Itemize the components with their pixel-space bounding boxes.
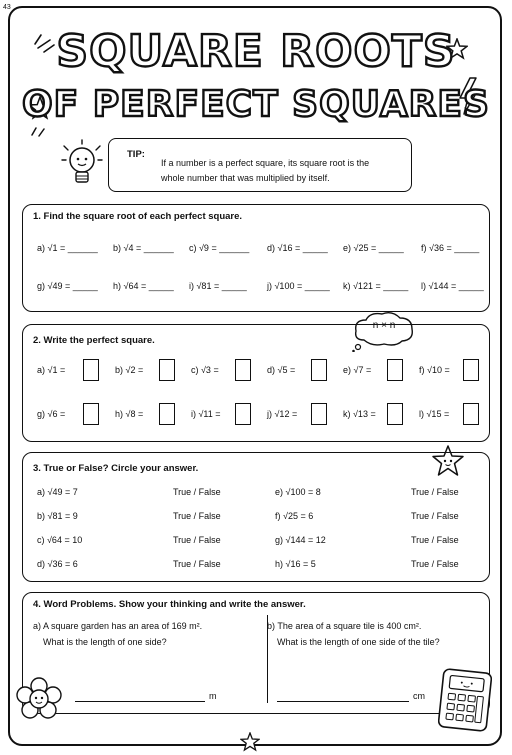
statement-3c: c) √64 = 10 <box>37 535 83 545</box>
flower-icon <box>14 676 64 722</box>
problem-b-text: b) The area of a square tile is 400 cm². <box>267 621 422 631</box>
star-icon <box>240 732 260 752</box>
true-false-choice[interactable]: True / False <box>173 535 221 545</box>
question-1l: l) √144 = _____ <box>421 281 484 291</box>
tip-text-line1: If a number is a perfect square, its square root is the <box>161 158 370 168</box>
section-true-false <box>22 452 490 582</box>
answer-line-b[interactable] <box>277 701 409 702</box>
answer-box[interactable] <box>463 403 479 425</box>
lightbulb-icon <box>60 138 104 192</box>
statement-3h: h) √16 = 5 <box>275 559 316 569</box>
sparkle-icon <box>30 126 48 138</box>
question-2e: e) √7 = <box>343 365 372 375</box>
answer-box[interactable] <box>235 359 251 381</box>
question-1f: f) √36 = _____ <box>421 243 480 253</box>
question-1i: i) √81 = _____ <box>189 281 247 291</box>
answer-box[interactable] <box>159 403 175 425</box>
answer-box[interactable] <box>311 359 327 381</box>
answer-box[interactable] <box>235 403 251 425</box>
question-2c: c) √3 = <box>191 365 219 375</box>
answer-line-a[interactable] <box>75 701 205 702</box>
section-title: 2. Write the perfect square. <box>33 335 155 346</box>
true-false-choice[interactable]: True / False <box>411 511 459 521</box>
statement-3b: b) √81 = 9 <box>37 511 78 521</box>
answer-box[interactable] <box>387 403 403 425</box>
question-1e: e) √25 = _____ <box>343 243 404 253</box>
tip-text <box>161 156 401 186</box>
section-word-problems <box>22 592 490 714</box>
tip-label: TIP: <box>127 149 145 160</box>
section-title: 1. Find the square root of each perfect square. <box>33 211 243 222</box>
statement-3f: f) √25 = 6 <box>275 511 314 521</box>
tip-text-line2: whole number that was multiplied by itself. <box>161 173 330 183</box>
question-1k: k) √121 = _____ <box>343 281 409 291</box>
question-2l: l) √15 = <box>419 409 450 419</box>
question-2b: b) √2 = <box>115 365 144 375</box>
true-false-choice[interactable]: True / False <box>411 487 459 497</box>
unit-label: cm <box>413 691 425 701</box>
answer-box[interactable] <box>387 359 403 381</box>
true-false-choice[interactable]: True / False <box>173 511 221 521</box>
question-2a: a) √1 = <box>37 365 66 375</box>
section-write-perfect-square <box>22 324 490 442</box>
answer-box[interactable] <box>311 403 327 425</box>
true-false-choice[interactable]: True / False <box>411 559 459 569</box>
true-false-choice[interactable]: True / False <box>411 535 459 545</box>
statement-3e: e) √100 = 8 <box>275 487 321 497</box>
problem-a-text: a) A square garden has an area of 169 m². <box>33 621 203 631</box>
question-2d: d) √5 = <box>267 365 296 375</box>
answer-box[interactable] <box>83 359 99 381</box>
question-1h: h) √64 = _____ <box>113 281 174 291</box>
question-2i: i) √11 = <box>191 409 221 419</box>
section-title: 4. Word Problems. Show your thinking and write the answer. <box>33 599 306 610</box>
question-1c: c) √9 = ______ <box>189 243 250 253</box>
answer-box[interactable] <box>159 359 175 381</box>
question-2k: k) √13 = <box>343 409 376 419</box>
question-2j: j) √12 = <box>267 409 298 419</box>
question-1b: b) √4 = ______ <box>113 243 174 253</box>
true-false-choice[interactable]: True / False <box>173 559 221 569</box>
page-title-line1: SQUARE ROOTS <box>56 26 456 77</box>
section-title: 3. True or False? Circle your answer. <box>33 463 199 474</box>
problem-a-question: What is the length of one side? <box>43 637 167 647</box>
question-2f: f) √10 = <box>419 365 450 375</box>
section-find-square-root <box>22 204 490 312</box>
page-number: 43 <box>3 4 11 11</box>
unit-label: m <box>209 691 217 701</box>
true-false-choice[interactable]: True / False <box>173 487 221 497</box>
question-1g: g) √49 = _____ <box>37 281 98 291</box>
question-1d: d) √16 = _____ <box>267 243 328 253</box>
question-2g: g) √6 = <box>37 409 66 419</box>
statement-3a: a) √49 = 7 <box>37 487 78 497</box>
statement-3g: g) √144 = 12 <box>275 535 326 545</box>
cloud-text: n × n <box>372 320 396 331</box>
answer-box[interactable] <box>83 403 99 425</box>
page-title-line2: OF PERFECT SQUARES <box>22 84 490 125</box>
problem-b-question: What is the length of one side of the tile? <box>277 637 440 647</box>
answer-box[interactable] <box>463 359 479 381</box>
question-1a: a) √1 = ______ <box>37 243 98 253</box>
statement-3d: d) √36 = 6 <box>37 559 78 569</box>
question-2h: h) √8 = <box>115 409 144 419</box>
question-1j: j) √100 = _____ <box>267 281 330 291</box>
tip-box <box>108 138 412 192</box>
calculator-icon <box>438 668 492 732</box>
